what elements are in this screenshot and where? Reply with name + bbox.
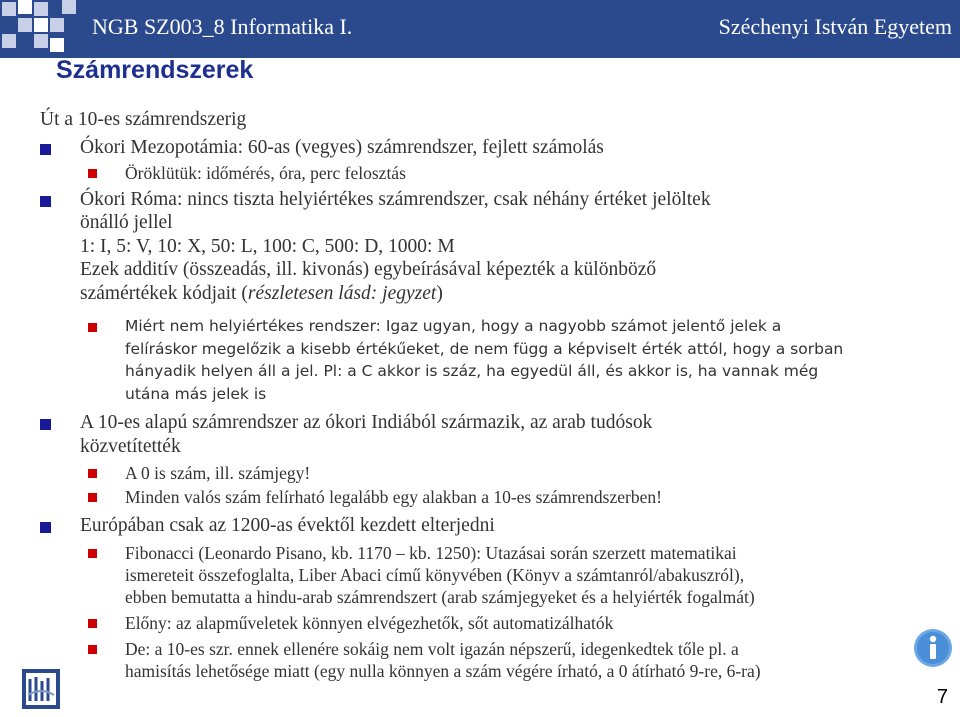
roma-cont-2: 1: I, 5: V, 10: X, 50: L, 100: C, 500: D, 1000: M: [80, 235, 455, 257]
bullet-india: A 10-es alapú számrendszer az ókori Indiából származik, az arab tudósok közvetítették: [40, 411, 920, 458]
bullet-square-icon: [88, 469, 97, 478]
university-name: Széchenyi István Egyetem: [718, 14, 952, 39]
bullet-square-icon: [88, 619, 97, 628]
roma-cont-3: Ezek additív (összeadás, ill. kivonás) egybeírásával képezték a különböző: [80, 259, 657, 280]
sub-bullet-why-not-positional: Miért nem helyiértékes rendszer: Igaz ugyan, hogy a nagyobb számot jelentő jelek a felíráskor megelőzik a kisebb értékűeket, de nem függ a képviselt érték attól, hogy a sorban hányadik helyen áll a jel. Pl: a C akkor is száz, ha egyedül áll, és akkor is, ha vannak még utána más jelek is: [40, 315, 920, 405]
bullet-square-icon: [88, 323, 97, 332]
sub-bullet-real-numbers: Minden valós szám felírható legalább egy alakban a 10-es számrendszerben!: [40, 486, 920, 508]
bullet-square-icon: [40, 419, 51, 430]
bullet-roma: Ókori Róma: nincs tiszta helyiértékes számrendszer, csak néhány értéket jelöltek: [40, 188, 920, 212]
roma-cont-4: számértékek kódjait (részletesen lásd: jegyzet): [80, 282, 443, 304]
bullet-square-icon: [88, 493, 97, 502]
sub-bullet-advantage: Előny: az alapműveletek könnyen elvégezhetők, sőt automatizálhatók: [40, 612, 920, 634]
bullet-mezopotamia: Ókori Mezopotámia: 60-as (vegyes) számrendszer, fejlett számolás: [40, 136, 920, 160]
slide-header: [0, 0, 960, 58]
bullet-europe: Európában csak az 1200-as évektől kezdett elterjedni: [40, 514, 920, 538]
sub-bullet-zero: A 0 is szám, ill. számjegy!: [40, 462, 920, 484]
slide-body: [40, 108, 920, 682]
jegyzet-reference: részletesen lásd: jegyzet: [247, 282, 437, 304]
page-number: 7: [936, 686, 948, 708]
roma-cont-1: önálló jellel: [80, 212, 173, 233]
bullet-square-icon: [40, 196, 51, 207]
bullet-square-icon: [88, 169, 97, 178]
bullet-square-icon: [40, 144, 51, 155]
sub-bullet-heritage: Öröklütük: időmérés, óra, perc felosztás: [40, 162, 920, 184]
bullet-square-icon: [88, 549, 97, 558]
bullet-square-icon: [40, 522, 51, 533]
course-title: NGB SZ003_8 Informatika I.: [92, 14, 353, 39]
university-logo-icon: [22, 669, 60, 709]
header-squares-icon: [0, 0, 90, 58]
bullet-square-icon: [88, 645, 97, 654]
slide-title: Számrendszerek: [56, 56, 254, 84]
sub-bullet-fibonacci: Fibonacci (Leonardo Pisano, kb. 1170 – kb. 1250): Utazásai során szerzett matematikai ismereteit összefoglalta, Liber Abaci című könyvében (Könyv a számtanról/abakuszról), ebben bemutatta a hindu-arab számrendszert (arab számjegyeket és a helyiérték fogalmát): [40, 542, 920, 608]
sub-bullet-disadvantage: De: a 10-es szr. ennek ellenére sokáig nem volt igazán népszerű, idegenkedtek tőle pl. a hamisítás lehetősége miatt (egy nulla könnyen a szám végére írható, a 0 átírható 9-re, 6-ra): [40, 638, 920, 682]
intro-line: Út a 10-es számrendszerig: [40, 109, 247, 130]
info-icon[interactable]: [913, 628, 953, 668]
